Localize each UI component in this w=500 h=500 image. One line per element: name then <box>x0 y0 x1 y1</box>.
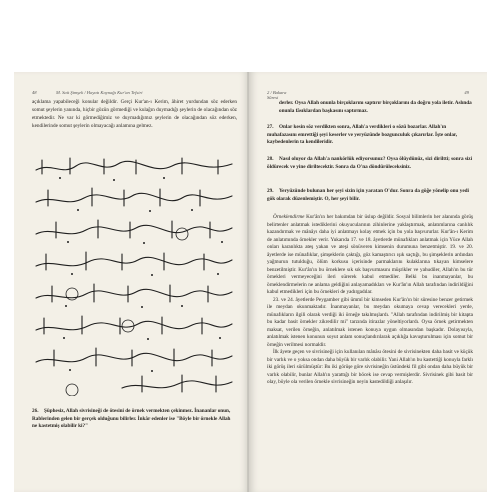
verse-number: 27. <box>267 124 274 130</box>
verse-number: 29. <box>267 188 274 194</box>
arabic-verses-block <box>32 154 238 396</box>
commentary-lead: Örneklendirme <box>273 214 305 220</box>
left-page <box>14 72 249 492</box>
ayah-marker-icon <box>66 384 78 396</box>
left-running-title: M. Sait Şimşek / Hayatı Kaynağı Kur'an Tefsiri <box>56 90 143 95</box>
left-intro-paragraph: açıklama yapabileceği konular değildir. Gerçi Kur'an-ı Kerim, âhiret yurdundan söz ederken somut şeylerin yanında, hiçbir gözün görmediği ve kulağın duymadığı şeylerin de olacağından söz etmektedir. Ne var ki görmediğimiz ve duymadığımız şeylerin de olacağından söz ederken, kendilerinde somut şeylerin olmayacağı anlamına gelmez. <box>32 99 237 129</box>
right-verse-26-continued: derler. Oysa Allah onunla birçoklarını saptırır birçoklarını da doğru yola iletir. Aslında onunla fâsıklardan başkasını saptırmaz. <box>279 100 472 114</box>
right-verse-28 <box>267 156 473 171</box>
right-running-title: 2 / Bakara Sûresi <box>267 90 287 100</box>
verse-text: Nasıl oluyor da Allah'a nankörlük ediyorsunuz? Oysa ölüydünüz, sizi diriltti; sonra sizi öldürecek ve yine diriltecektir. Sonra da O'na döndürüleceksiniz. <box>267 156 473 170</box>
verse-text: Yeryüzünde bulunan her şeyi sizin için yaratan O'dur. Sonra da göğe yönelip onu yedi gök olarak düzenlemiştir. O, her şeyi bilir. <box>267 188 469 202</box>
verse-text: Onlar kesin söz verdikten sonra, Allah'a verdikleri o sözü bozarlar. Allah'ın muhafazasını emrettiği şeyi keserler ve yeryüzünde bozgunculuk çıkarırlar. İşte onlar, kaybedenlerin ta kendileridir. <box>267 124 458 146</box>
left-page-number: 48 <box>32 90 37 95</box>
commentary-paragraph: İlk âyete geçen ve sivrisineği için kullanılan mânâsı ötesini de sivrisinekten daha basit ve küçük bir varlık ve o yoksa ondan daha büyük bir varlık olabilir. Yani Allah'ın bu kastettiği konuyla farklı iki görüş ileri sürülmüştür: Bu iki görüşe göre sivrisineğin üstündeki fil gibi ondan daha büyük bir varlık olabilir, bunlar Allah'ın yarattığı bir böcek ise cevap vermişlerdir. Sivrisinek gibi basit bir olay, böyle ola verilen örnekle sivrisineğin neyin kastedildiği anlaşılır. <box>267 349 473 385</box>
left-verse-26 <box>32 408 235 431</box>
commentary-body: Kur'ân'ın her bakımdan bir üslup değildir. Sosyal bilimlerin her alanında görüş belirtenler anlatmak istediklerini okuyucularının zihinlerine yaklaştırmak, anlatımlarına canlılık kazandırmak ve mânâyı daha iyi anlatmayı kolay etmek için bu yola başvururlar. Kur'ân-ı Kerim de anlatımında örnekler verir. Yukarıda 17. ve 18. âyetlerde münafıkları anlatmak için Yüce Allah onları karanlıkta ateş yakan ve ateşi sönüveren kimsenin durumuna benzetmiştir. 19. ve 20. âyetlerde ise münafıklar, şimşeklerin çaktığı, göz kamaştırıcı ışık saçtığı, bu şimşeklerin ardından yağmurun tutulduğu, ölüm korkusu içerisinde parmaklarını kulaklarına tıkayan kimselere benzetilmiştir. Kur'ân'ın bu örneklere sık sık başvurmasını müşrikler ve yahudiler, Allah'ın bu tür örnekleri vermeyeceğini ileri sürerek kabul etmediler. Belki bu inanmayanlar, bu örneklendirmelerin ne anlama geldiğini anlayamadıkları ve Kur'ân'ın Allah tarafından indirildiğini kabul etmedikleri için bu örnekleri de yadırgadılar. <box>267 214 473 295</box>
verse-text: Şüphesiz, Allah sivrisineği de ötesini de örnek vermekten çekinmez. İnananlar onun, Rablerinden gelen bir gerçek olduğunu bilirler. İnkâr edenler ise "Böyle bir örnekle Allah ne kastetmiş olabilir ki?" <box>32 408 231 430</box>
commentary <box>267 214 473 387</box>
right-verse-29 <box>267 188 473 203</box>
right-page-number: 49 <box>464 90 469 95</box>
verse-number: 28. <box>267 156 274 162</box>
right-verse-27 <box>267 124 473 147</box>
commentary-paragraph: 23. ve 24. âyetlerde Peygamber gibi ümmî bir kimseden Kur'ân'ın bir sûresine benzer getirmek ile meydan okunmaktadır. İnanmayanlar, bu meydan okumaya cevap verecekleri yerde, münafıkların ilgili olarak verdiği iki örneğe takılmışlardı. "Allah tarafından indirilmiş bir kitapta bu kadar basit örnekler zikredilir mi" tarzında itirazlar yöneltiyorlardı. Oysa örnek getirmekten maksat, verilen örneğin, anlatılmak istenen konuya uygun olmasından başkadır. Dolayısıyla, anlatılmak istenen konunun soyut anlam sonuçlandırılarak açıklığa kavuşturulması için somut bir örneğin verilmesi normaldir. <box>267 296 473 348</box>
right-page <box>249 72 487 492</box>
ayah-marker-icon <box>176 228 188 240</box>
commentary-paragraph <box>267 214 473 297</box>
arabic-script-drawing <box>32 154 238 396</box>
verse-number: 26. <box>32 408 39 414</box>
